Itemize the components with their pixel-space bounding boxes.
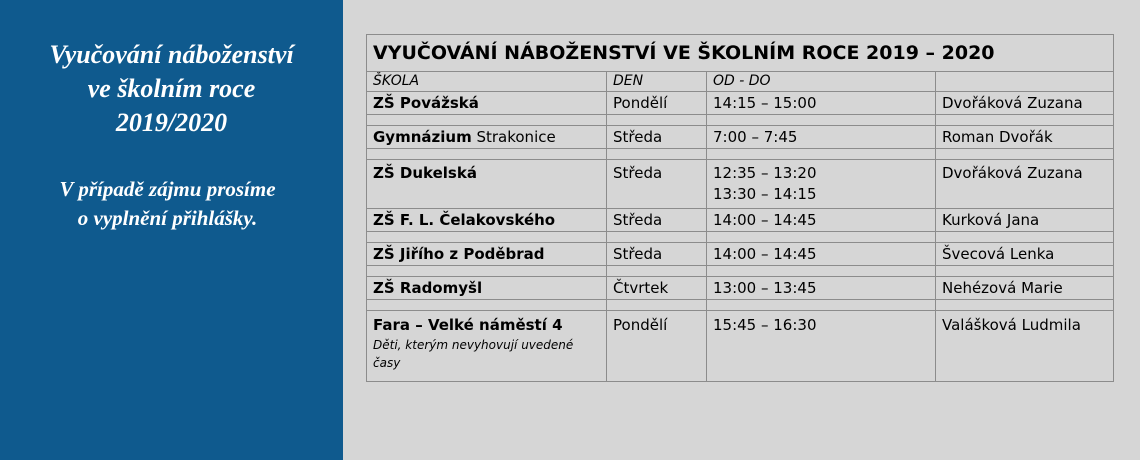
table-row	[367, 311, 1114, 382]
spacer-row	[367, 149, 1114, 160]
time-cell: 13:00 – 13:45	[707, 277, 936, 300]
spacer-row	[367, 266, 1114, 277]
time-cell: 14:00 – 14:45	[707, 209, 936, 232]
teacher-cell: Dvořáková Zuzana	[936, 160, 1114, 209]
table-row	[367, 243, 1114, 266]
schedule-table-wrapper	[366, 34, 1113, 382]
day-cell: Středa	[607, 160, 707, 209]
school-cell	[367, 243, 607, 266]
left-note-line: o vyplnění přihlášky.	[77, 206, 258, 230]
teacher-cell: Dvořáková Zuzana	[936, 92, 1114, 115]
teacher-cell: Švecová Lenka	[936, 243, 1114, 266]
time-cell: 14:00 – 14:45	[707, 243, 936, 266]
time-cell: 14:15 – 15:00	[707, 92, 936, 115]
spacer-row	[367, 115, 1114, 126]
school-city: Strakonice	[471, 128, 556, 146]
school-name: Gymnázium	[373, 128, 472, 146]
school-name: ZŠ F. L. Čelakovského	[373, 211, 556, 229]
teacher-cell: Kurková Jana	[936, 209, 1114, 232]
day-cell: Čtvrtek	[607, 277, 707, 300]
left-info-panel	[0, 0, 343, 460]
school-cell	[367, 92, 607, 115]
day-cell: Středa	[607, 209, 707, 232]
schedule-table	[366, 34, 1114, 382]
table-row	[367, 126, 1114, 149]
school-cell	[367, 311, 607, 382]
spacer-row	[367, 300, 1114, 311]
left-title-line: ve školním roce	[87, 74, 256, 103]
school-cell	[367, 277, 607, 300]
school-name: Fara – Velké náměstí 4	[373, 316, 563, 334]
time-cell: 15:45 – 16:30	[707, 311, 936, 382]
time-cell	[707, 160, 936, 209]
header-day: DEN	[607, 72, 707, 92]
school-cell	[367, 209, 607, 232]
time-cell: 7:00 – 7:45	[707, 126, 936, 149]
teacher-cell: Roman Dvořák	[936, 126, 1114, 149]
school-cell	[367, 160, 607, 209]
day-cell: Středa	[607, 243, 707, 266]
school-name: ZŠ Radomyšl	[373, 279, 483, 297]
spacer-row	[367, 232, 1114, 243]
header-school: ŠKOLA	[367, 72, 607, 92]
school-note: Děti, kterým nevyhovují uvedené časy	[373, 338, 574, 370]
header-teacher	[936, 72, 1114, 92]
table-title: VYUČOVÁNÍ NÁBOŽENSTVÍ VE ŠKOLNÍM ROCE 2019 – 2020	[367, 35, 1114, 72]
time-slot: 12:35 – 13:20	[713, 164, 817, 182]
left-title-line: Vyučování náboženství	[49, 40, 294, 69]
teacher-cell: Valášková Ludmila	[936, 311, 1114, 382]
left-note-line: V případě zájmu prosíme	[59, 177, 276, 201]
school-name: ZŠ Jiřího z Poděbrad	[373, 245, 545, 263]
time-slot: 13:30 – 14:15	[713, 185, 817, 203]
school-cell	[367, 126, 607, 149]
header-time: OD - DO	[707, 72, 936, 92]
left-title-line: 2019/2020	[115, 108, 228, 137]
table-row	[367, 92, 1114, 115]
school-name: ZŠ Povážská	[373, 94, 479, 112]
header-row	[367, 72, 1114, 92]
teacher-cell: Nehézová Marie	[936, 277, 1114, 300]
left-note	[0, 175, 335, 233]
table-row	[367, 277, 1114, 300]
day-cell: Pondělí	[607, 92, 707, 115]
school-name: ZŠ Dukelská	[373, 164, 477, 182]
table-row	[367, 209, 1114, 232]
table-row	[367, 160, 1114, 209]
day-cell: Středa	[607, 126, 707, 149]
left-title	[0, 38, 343, 140]
day-cell: Pondělí	[607, 311, 707, 382]
